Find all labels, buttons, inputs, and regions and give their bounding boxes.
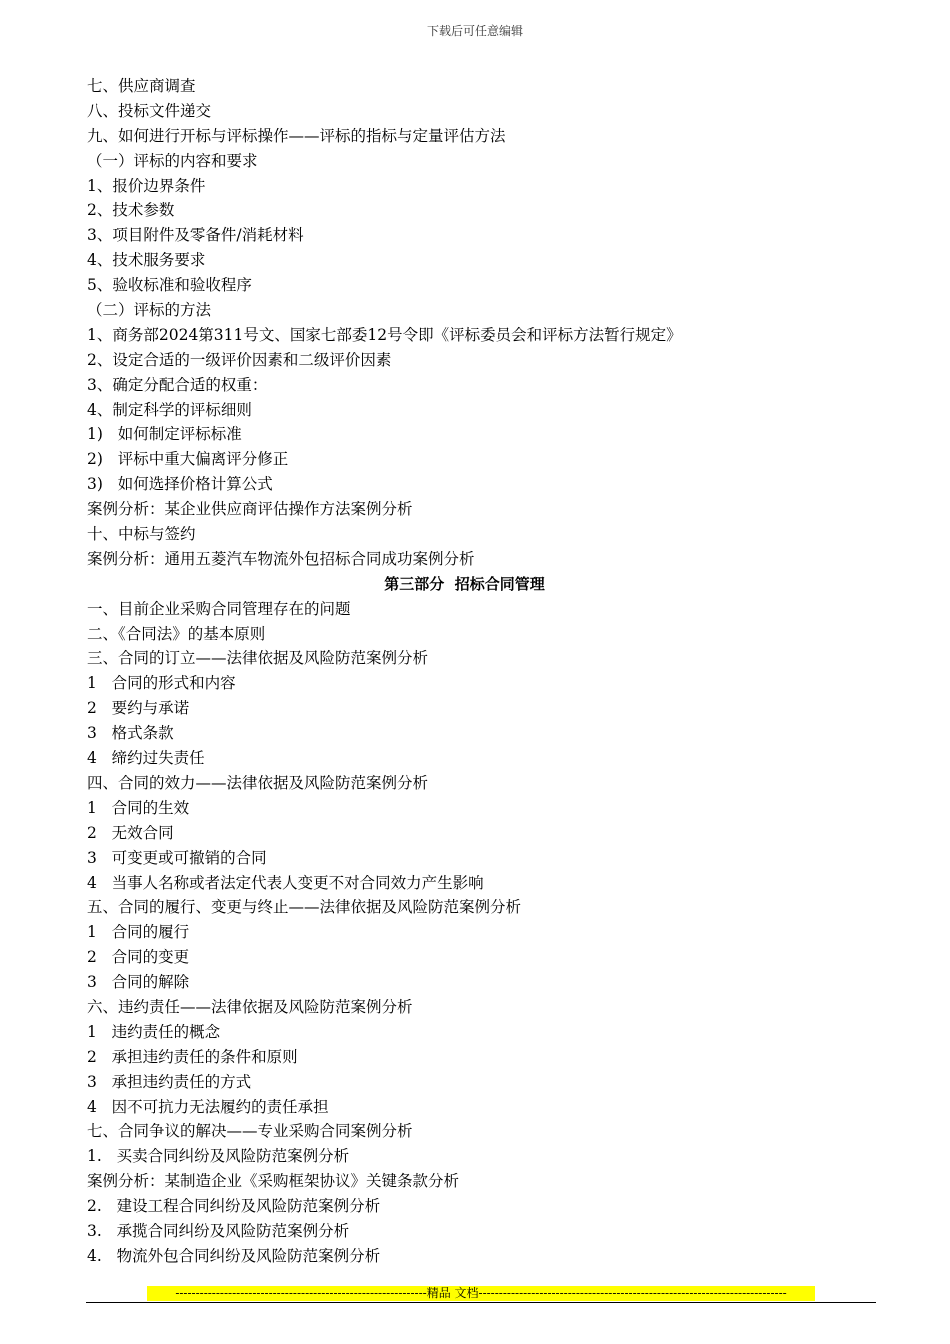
text-line: 2、技术参数 [87,201,175,220]
text-line: 三、合同的订立——法律依据及风险防范案例分析 [87,649,429,668]
text-line: 案例分析：通用五菱汽车物流外包招标合同成功案例分析 [87,549,475,568]
text-line: 3. 承揽合同纠纷及风险防范案例分析 [87,1221,350,1240]
text-line: 2. 建设工程合同纠纷及风险防范案例分析 [87,1197,381,1216]
text-line: 1 违约责任的概念 [87,1022,221,1041]
text-line: 七、供应商调查 [87,77,196,95]
text-line: 3 承担违约责任的方式 [87,1072,252,1091]
text-line: 1 合同的形式和内容 [87,674,236,693]
text-line: 3) 如何选择价格计算公式 [87,475,273,494]
text-line: 四、合同的效力——法律依据及风险防范案例分析 [87,773,429,792]
text-line: （二）评标的方法 [87,301,212,320]
text-line: 1、商务部2024第311号文、国家七部委12号令即《评标委员会和评标方法暂行规定》 [87,325,682,344]
text-line: 1. 买卖合同纠纷及风险防范案例分析 [87,1147,350,1166]
text-line: 4 当事人名称或者法定代表人变更不对合同效力产生影响 [87,873,484,892]
text-line: 2 无效合同 [87,823,174,842]
text-line: 4 缔约过失责任 [87,749,205,768]
text-line: 5、验收标准和验收程序 [87,276,252,295]
section-heading: 第三部分 招标合同管理 [384,574,545,593]
text-line: 3、确定分配合适的权重： [87,375,268,394]
text-line: 六、违约责任——法律依据及风险防范案例分析 [87,997,413,1016]
text-line: 八、投标文件递交 [87,101,212,120]
text-line: 案例分析：某制造企业《采购框架协议》关键条款分析 [87,1172,460,1191]
text-line: 4、技术服务要求 [87,251,206,270]
text-line: 五、合同的履行、变更与终止——法律依据及风险防范案例分析 [87,898,522,917]
text-line: 4 因不可抗力无法履约的责任承担 [87,1097,329,1116]
text-line: 2) 评标中重大偏离评分修正 [87,450,289,469]
text-line: 案例分析：某企业供应商评估操作方法案例分析 [87,500,413,519]
text-line: 4、制定科学的评标细则 [87,400,252,419]
text-line: 2 合同的变更 [87,948,190,967]
text-line: 2 要约与承诺 [87,699,190,718]
text-line: 七、合同争议的解决——专业采购合同案例分析 [87,1122,413,1141]
text-line: 2、设定合适的一级评价因素和二级评价因素 [87,350,392,369]
page-header: 下载后可任意编辑 [426,24,523,38]
text-line: 3 合同的解除 [87,973,190,992]
text-line: 二、《合同法》的基本原则 [87,624,266,643]
text-line: 2 承担违约责任的条件和原则 [87,1047,298,1066]
text-line: 3、项目附件及零备件/消耗材料 [87,226,304,245]
footer-banner: --------------------------------------------------------------精品 文档---------------------------------------------------------------------------- [147,1286,815,1301]
footer-divider [86,1302,876,1303]
text-line: 九、如何进行开标与评标操作——评标的指标与定量评估方法 [87,126,506,145]
text-line: 1 合同的履行 [87,923,190,942]
text-line: （一）评标的内容和要求 [87,151,258,170]
text-line: 1、报价边界条件 [87,176,206,195]
document-body [87,74,877,1269]
text-line: 3 可变更或可撤销的合同 [87,848,267,867]
text-line: 十、中标与签约 [87,525,196,544]
text-line: 1) 如何制定评标标准 [87,425,242,444]
text-line: 1 合同的生效 [87,798,190,817]
text-line: 4. 物流外包合同纠纷及风险防范案例分析 [87,1246,381,1265]
text-line: 一、目前企业采购合同管理存在的问题 [87,599,351,618]
text-line: 3 格式条款 [87,724,174,743]
